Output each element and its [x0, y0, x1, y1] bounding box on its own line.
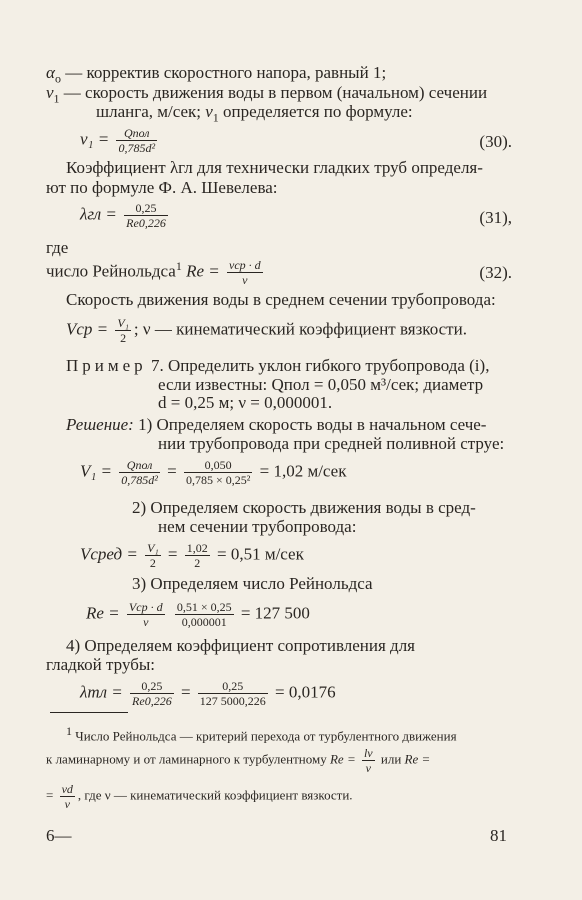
where-label: где — [46, 238, 69, 257]
equation-vsred: Vсред = $\frac{\text{V₁}}{2}$ = $\frac{1,02}{2}$ = 0,51 м/сек — [80, 541, 304, 570]
solution-line: 4) Определяем коэффициент сопротивления для — [66, 636, 415, 655]
example-line: d = 0,25 м; ν = 0,000001. — [158, 393, 333, 412]
signature-mark: 6— — [46, 826, 72, 845]
equation-32: число Рейнольдса$^1$ Re = $\frac{\text{vср · d}}{\nu}$ — [46, 258, 261, 288]
def-v1-cont: шланга, м/сек; $v_1$ определяется по формуле: — [96, 102, 413, 125]
fraction: $\frac{lv}{\nu}$ — [363, 746, 373, 775]
fraction: $\frac{0,050}{\text{0,785 × 0,25²}}$ — [185, 458, 251, 487]
solution-line: 3) Определяем число Рейнольдса — [132, 574, 373, 593]
solution-label: Решение: — [66, 415, 134, 434]
equation-31: λгл = $\frac{0,25}{Re0,226}$ — [80, 201, 166, 230]
fraction: $\frac{\text{Qпол}}{\text{0,785d²}}$ — [121, 458, 158, 487]
equation-30: v₁ = $\frac{\text{Qпол}}{\text{0,785d²}}$ — [80, 126, 156, 155]
fraction: $\frac{\text{Vср · d}}{\nu}$ — [128, 600, 163, 629]
fraction: $\frac{vd}{\nu}$ — [61, 782, 73, 811]
equation-v1: V₁ = $\frac{\text{Qпол}}{\text{0,785d²}}$ = $\frac{0,050}{\text{0,785 × 0,25²}}$ = 1,02 м/сек — [80, 458, 347, 487]
example-line: если известны: Qпол = 0,050 м³/сек; диаметр — [158, 375, 484, 394]
fraction: $\frac{\text{V₁}}{2}$ — [117, 316, 129, 345]
fraction: $\frac{1,02}{2}$ — [186, 541, 208, 570]
footnote-line: $^1$ Число Рейнольдса — критерий перехода от турбулентного движения — [66, 724, 457, 744]
equation-number-30: (30). — [479, 132, 512, 151]
equation-number-32: (32). — [479, 263, 512, 282]
example-line: Пример 7. Определить уклон гибкого трубопровода (i), — [66, 356, 490, 375]
solution-line: нии трубопровода при средней поливной струе: — [158, 434, 505, 453]
equation-lambda: λтл = $\frac{0,25}{Re0,226}$ = $\frac{0,25}{127 5000,226}$ = 0,0176 — [80, 679, 336, 708]
equation-vsr: Vср = $\frac{\text{V₁}}{2}$ ; ν — кинематический коэффициент вязкости. — [66, 316, 467, 345]
fraction: $\frac{0,25}{Re0,226}$ — [126, 201, 166, 230]
fraction: $\frac{0,51 \times 0,25}{0,000001}$ — [176, 600, 232, 629]
footnote-line: к ламинарному и от ламинарного к турбулентному Re = $\frac{lv}{\nu}$ или Re = — [46, 746, 431, 775]
fraction: $\frac{\text{Qпол}}{\text{0,785d²}}$ — [118, 126, 156, 155]
def-alpha: $\alpha_о$ — корректив скоростного напора, равный 1; — [46, 63, 387, 86]
solution-line: 2) Определяем скорость движения воды в сред- — [132, 498, 476, 517]
fraction: $\frac{0,25}{127 5000,226}$ — [199, 679, 266, 708]
page-number: 81 — [490, 826, 507, 845]
example-label: Пример — [66, 356, 147, 375]
paragraph-line: Скорость движения воды в среднем сечении трубопровода: — [66, 290, 496, 309]
footnote-line: = $\frac{vd}{\nu}$ , где ν — кинематический коэффициент вязкости. — [46, 782, 353, 811]
paragraph-line: ют по формуле Ф. А. Шевелева: — [46, 178, 278, 197]
fraction: $\frac{0,25}{Re0,226}$ — [132, 679, 172, 708]
solution-line: нем сечении трубопровода: — [158, 517, 357, 536]
def-v1: $v_1$ — скорость движения воды в первом (начальном) сечении — [46, 83, 488, 106]
fraction: $\frac{\text{V₁}}{2}$ — [147, 541, 159, 570]
equation-number-31: (31), — [479, 208, 512, 227]
footnote-rule — [50, 712, 128, 713]
fraction: $\frac{\text{vср · d}}{\nu}$ — [229, 258, 261, 288]
paragraph-line: Коэффициент λгл для технически гладких труб определя- — [66, 158, 483, 177]
solution-line: Решение: 1) Определяем скорость воды в начальном сече- — [66, 415, 487, 434]
solution-line: гладкой трубы: — [46, 655, 156, 674]
equation-re: Re = $\frac{\text{Vср · d}}{\nu}$ $\frac{0,51 \times 0,25}{0,000001}$ = 127 500 — [86, 600, 310, 629]
